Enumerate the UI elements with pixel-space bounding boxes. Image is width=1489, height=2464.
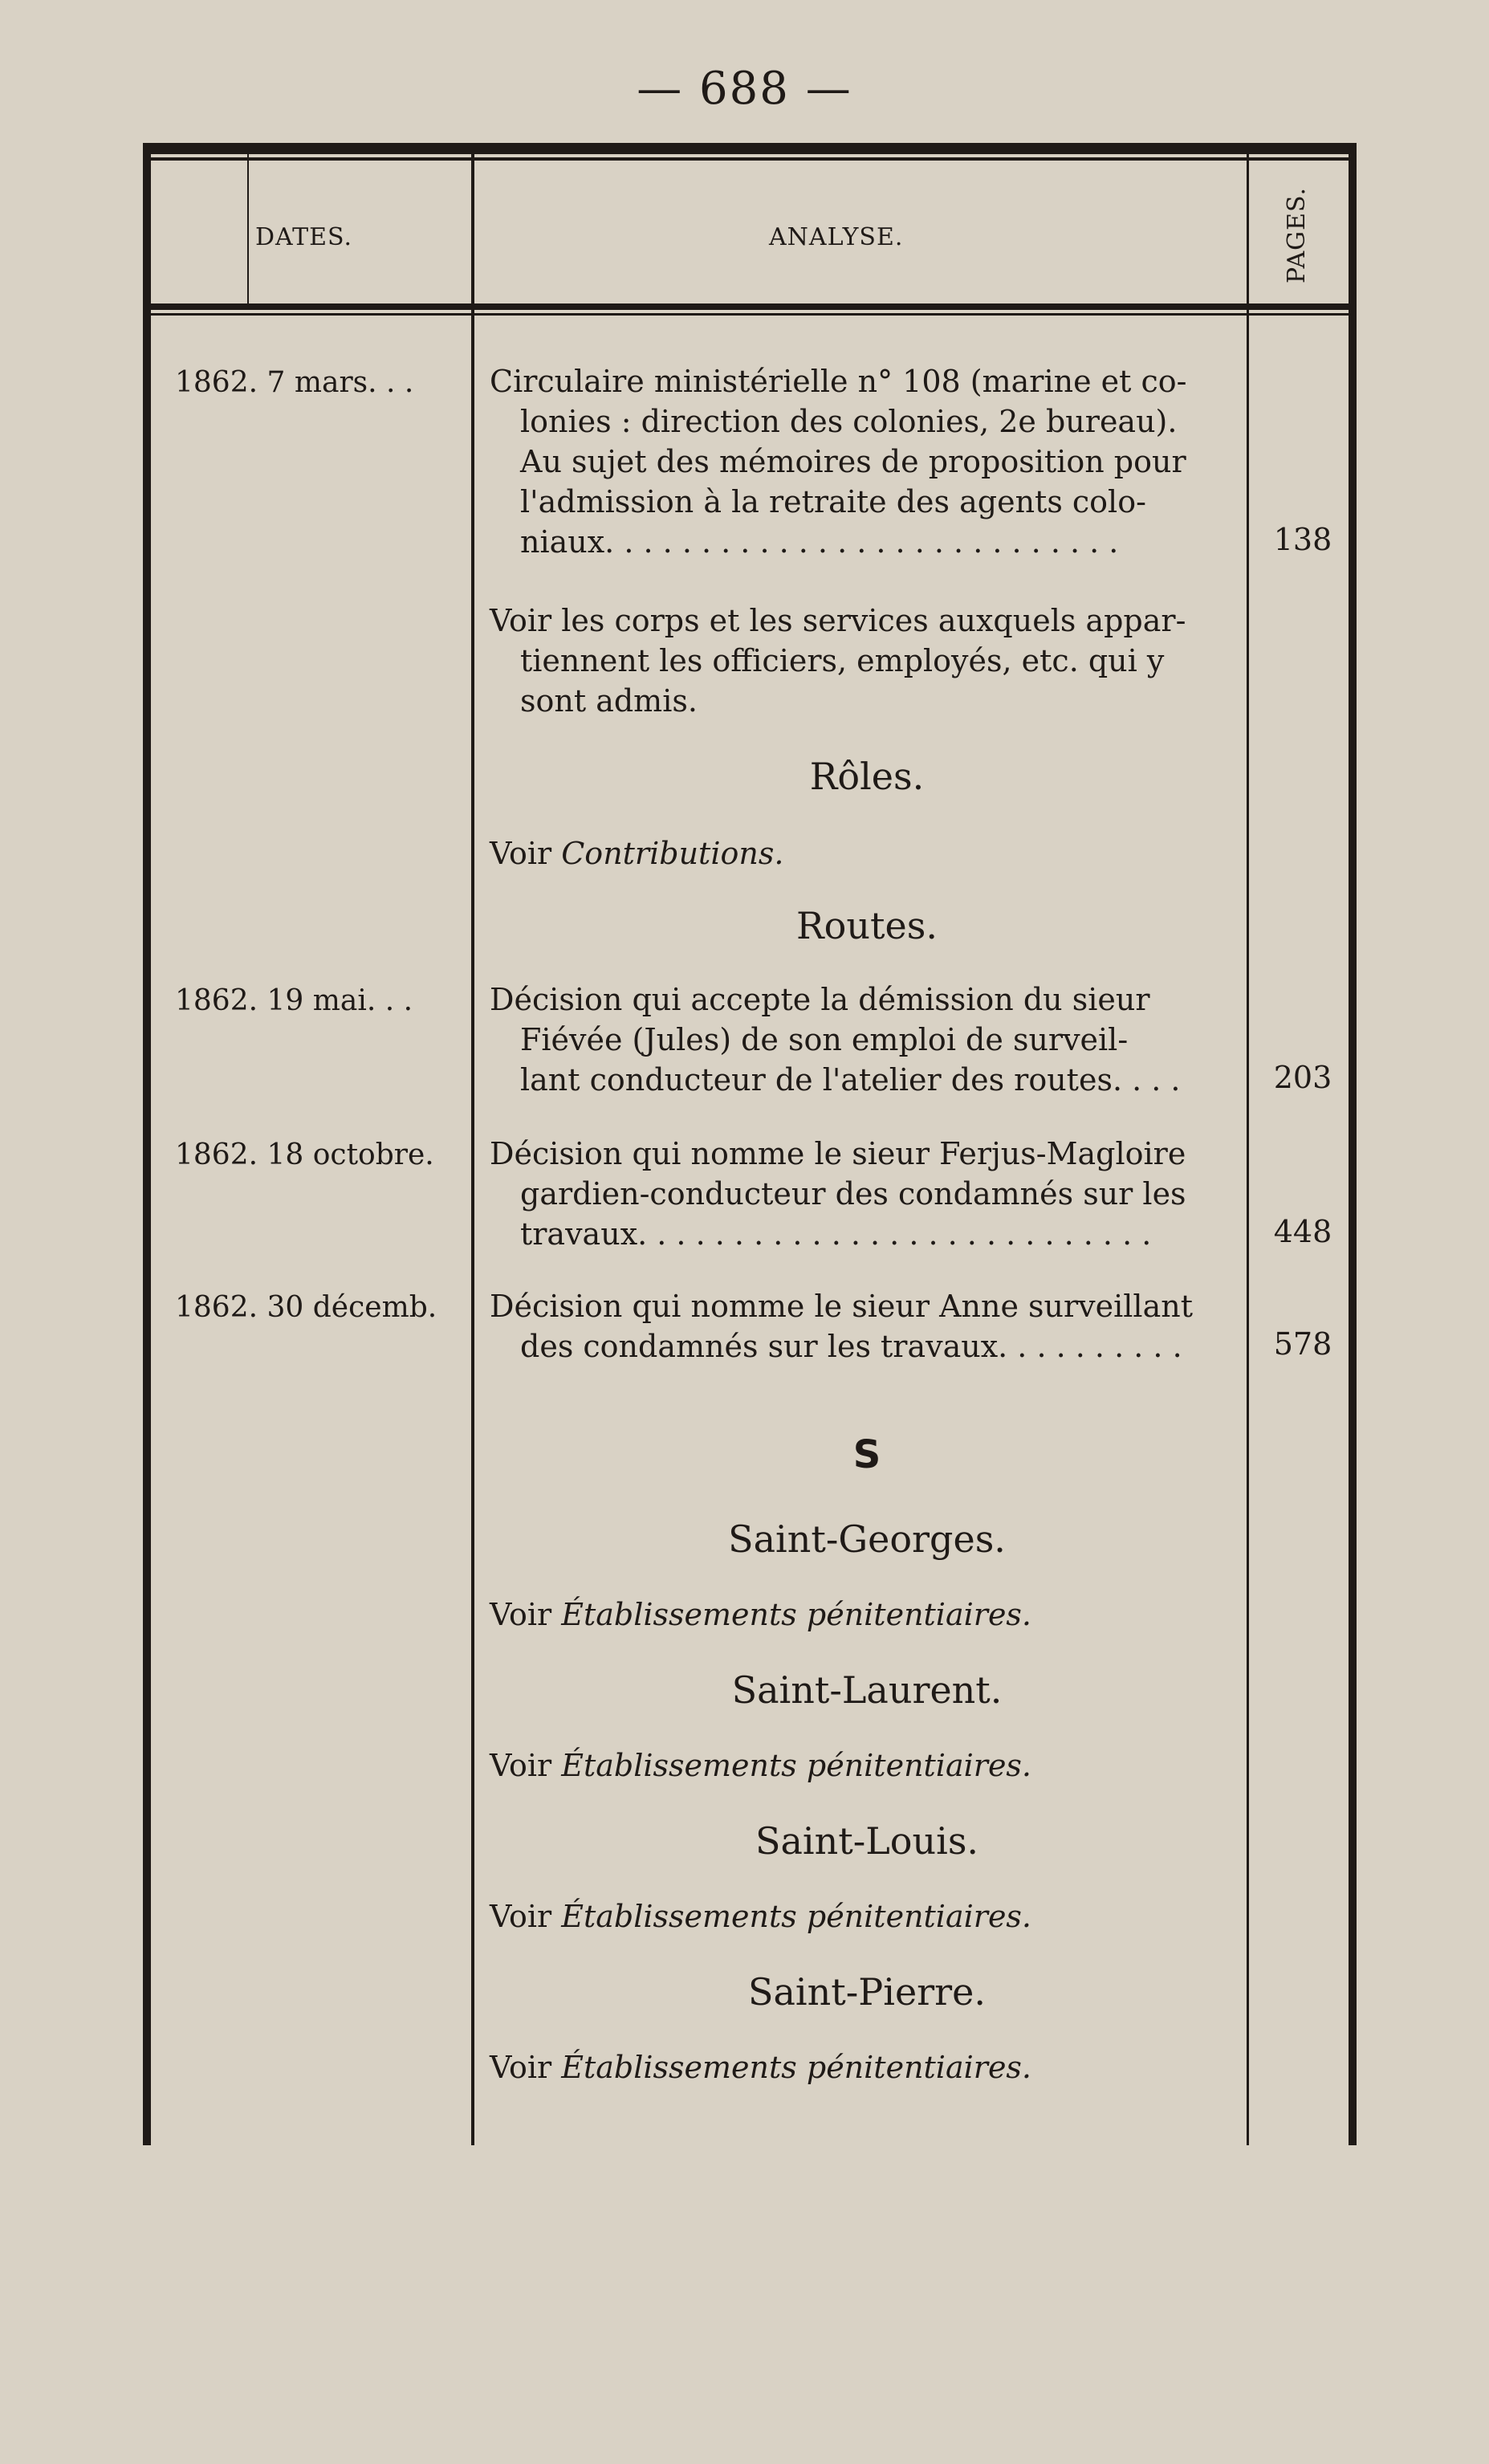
entry-text — [490, 1134, 1244, 1254]
see-also-target: Établissements pénitentiaires. — [561, 1748, 1032, 1783]
entry-line: Fiévée (Jules) de son emploi de surveil- — [520, 1022, 1129, 1057]
section-heading: Saint-Georges. — [728, 1517, 1006, 1561]
see-also-label: Voir — [490, 1899, 562, 1934]
entry-line: l'admission à la retraite des agents colo- — [520, 484, 1146, 519]
entry-page: 203 — [1273, 1060, 1332, 1095]
entry-line: Décision qui nomme le sieur Ferjus-Magloire — [490, 1136, 1186, 1171]
see-also — [490, 1745, 1244, 1786]
see-also — [490, 2047, 1244, 2087]
pages-column-separator — [1247, 143, 1249, 2145]
entry-line: Au sujet des mémoires de proposition pour — [520, 444, 1186, 479]
entry-page: 578 — [1273, 1326, 1332, 1362]
dates-inner-separator — [247, 143, 249, 310]
page-number: — 688 — — [637, 63, 852, 115]
header-analyse: ANALYSE. — [769, 223, 904, 251]
section-heading: Saint-Pierre. — [747, 1970, 986, 2014]
entry-text — [490, 601, 1244, 721]
header-bottom-border-inner — [143, 313, 1357, 316]
see-also-target: Établissements pénitentiaires. — [561, 2050, 1032, 2085]
dates-column-separator — [471, 154, 474, 2145]
letter-heading: S — [852, 1432, 881, 1477]
see-also-label: Voir — [490, 2050, 562, 2085]
entry-line: lant conducteur de l'atelier des routes. . . . — [520, 1062, 1181, 1098]
entry-text — [490, 1286, 1244, 1366]
table-top-border-inner — [143, 157, 1357, 161]
see-also-target: Établissements pénitentiaires. — [561, 1597, 1032, 1632]
entry-date: 1862. 7 mars. . . — [175, 366, 414, 399]
entry-line: Circulaire ministérielle n° 108 (marine et co- — [490, 364, 1187, 399]
entry-date: 1862. 30 décemb. — [175, 1291, 437, 1324]
header-dates: DATES. — [255, 223, 353, 251]
entry-date: 1862. 19 mai. . . — [175, 984, 413, 1017]
section-heading: Saint-Louis. — [755, 1819, 979, 1863]
section-heading: Rôles. — [809, 755, 925, 798]
entry-line: tiennent les officiers, employés, etc. qui y — [520, 643, 1165, 678]
section-heading: Routes. — [796, 904, 938, 947]
entry-page: 448 — [1273, 1214, 1332, 1249]
entry-line: Voir les corps et les services auxquels appar- — [490, 603, 1186, 638]
entry-line: travaux. . . . . . . . . . . . . . . . . . . . . . . . . . . — [520, 1216, 1152, 1252]
section-heading: Saint-Laurent. — [731, 1668, 1003, 1712]
see-also — [490, 1594, 1244, 1635]
entry-date: 1862. 18 octobre. — [175, 1138, 434, 1171]
left-border — [143, 154, 151, 2145]
see-also-label: Voir — [490, 1748, 562, 1783]
see-also-target: Établissements pénitentiaires. — [561, 1899, 1032, 1934]
entry-page: 138 — [1273, 522, 1332, 557]
index-table — [143, 143, 1357, 2145]
entry-line: niaux. . . . . . . . . . . . . . . . . . . . . . . . . . . — [520, 524, 1119, 560]
table-top-border — [143, 143, 1357, 154]
entry-text — [490, 361, 1244, 562]
header-bottom-border — [143, 303, 1357, 310]
header-pages: PAGES. — [1283, 187, 1311, 283]
entry-line: gardien-conducteur des condamnés sur les — [520, 1176, 1186, 1212]
see-also — [490, 1896, 1244, 1937]
entry-line: des condamnés sur les travaux. . . . . . . . . . — [520, 1329, 1182, 1364]
entry-line: sont admis. — [520, 683, 698, 719]
right-border — [1349, 154, 1357, 2145]
entry-text — [490, 979, 1244, 1100]
entry-line: lonies : direction des colonies, 2e bureau). — [520, 404, 1178, 439]
entry-line: Décision qui nomme le sieur Anne surveillant — [490, 1289, 1193, 1324]
see-also — [490, 833, 1244, 874]
entry-line: Décision qui accepte la démission du sieur — [490, 982, 1150, 1017]
see-also-target: Contributions. — [561, 836, 784, 871]
see-also-label: Voir — [490, 1597, 562, 1632]
see-also-label: Voir — [490, 836, 562, 871]
